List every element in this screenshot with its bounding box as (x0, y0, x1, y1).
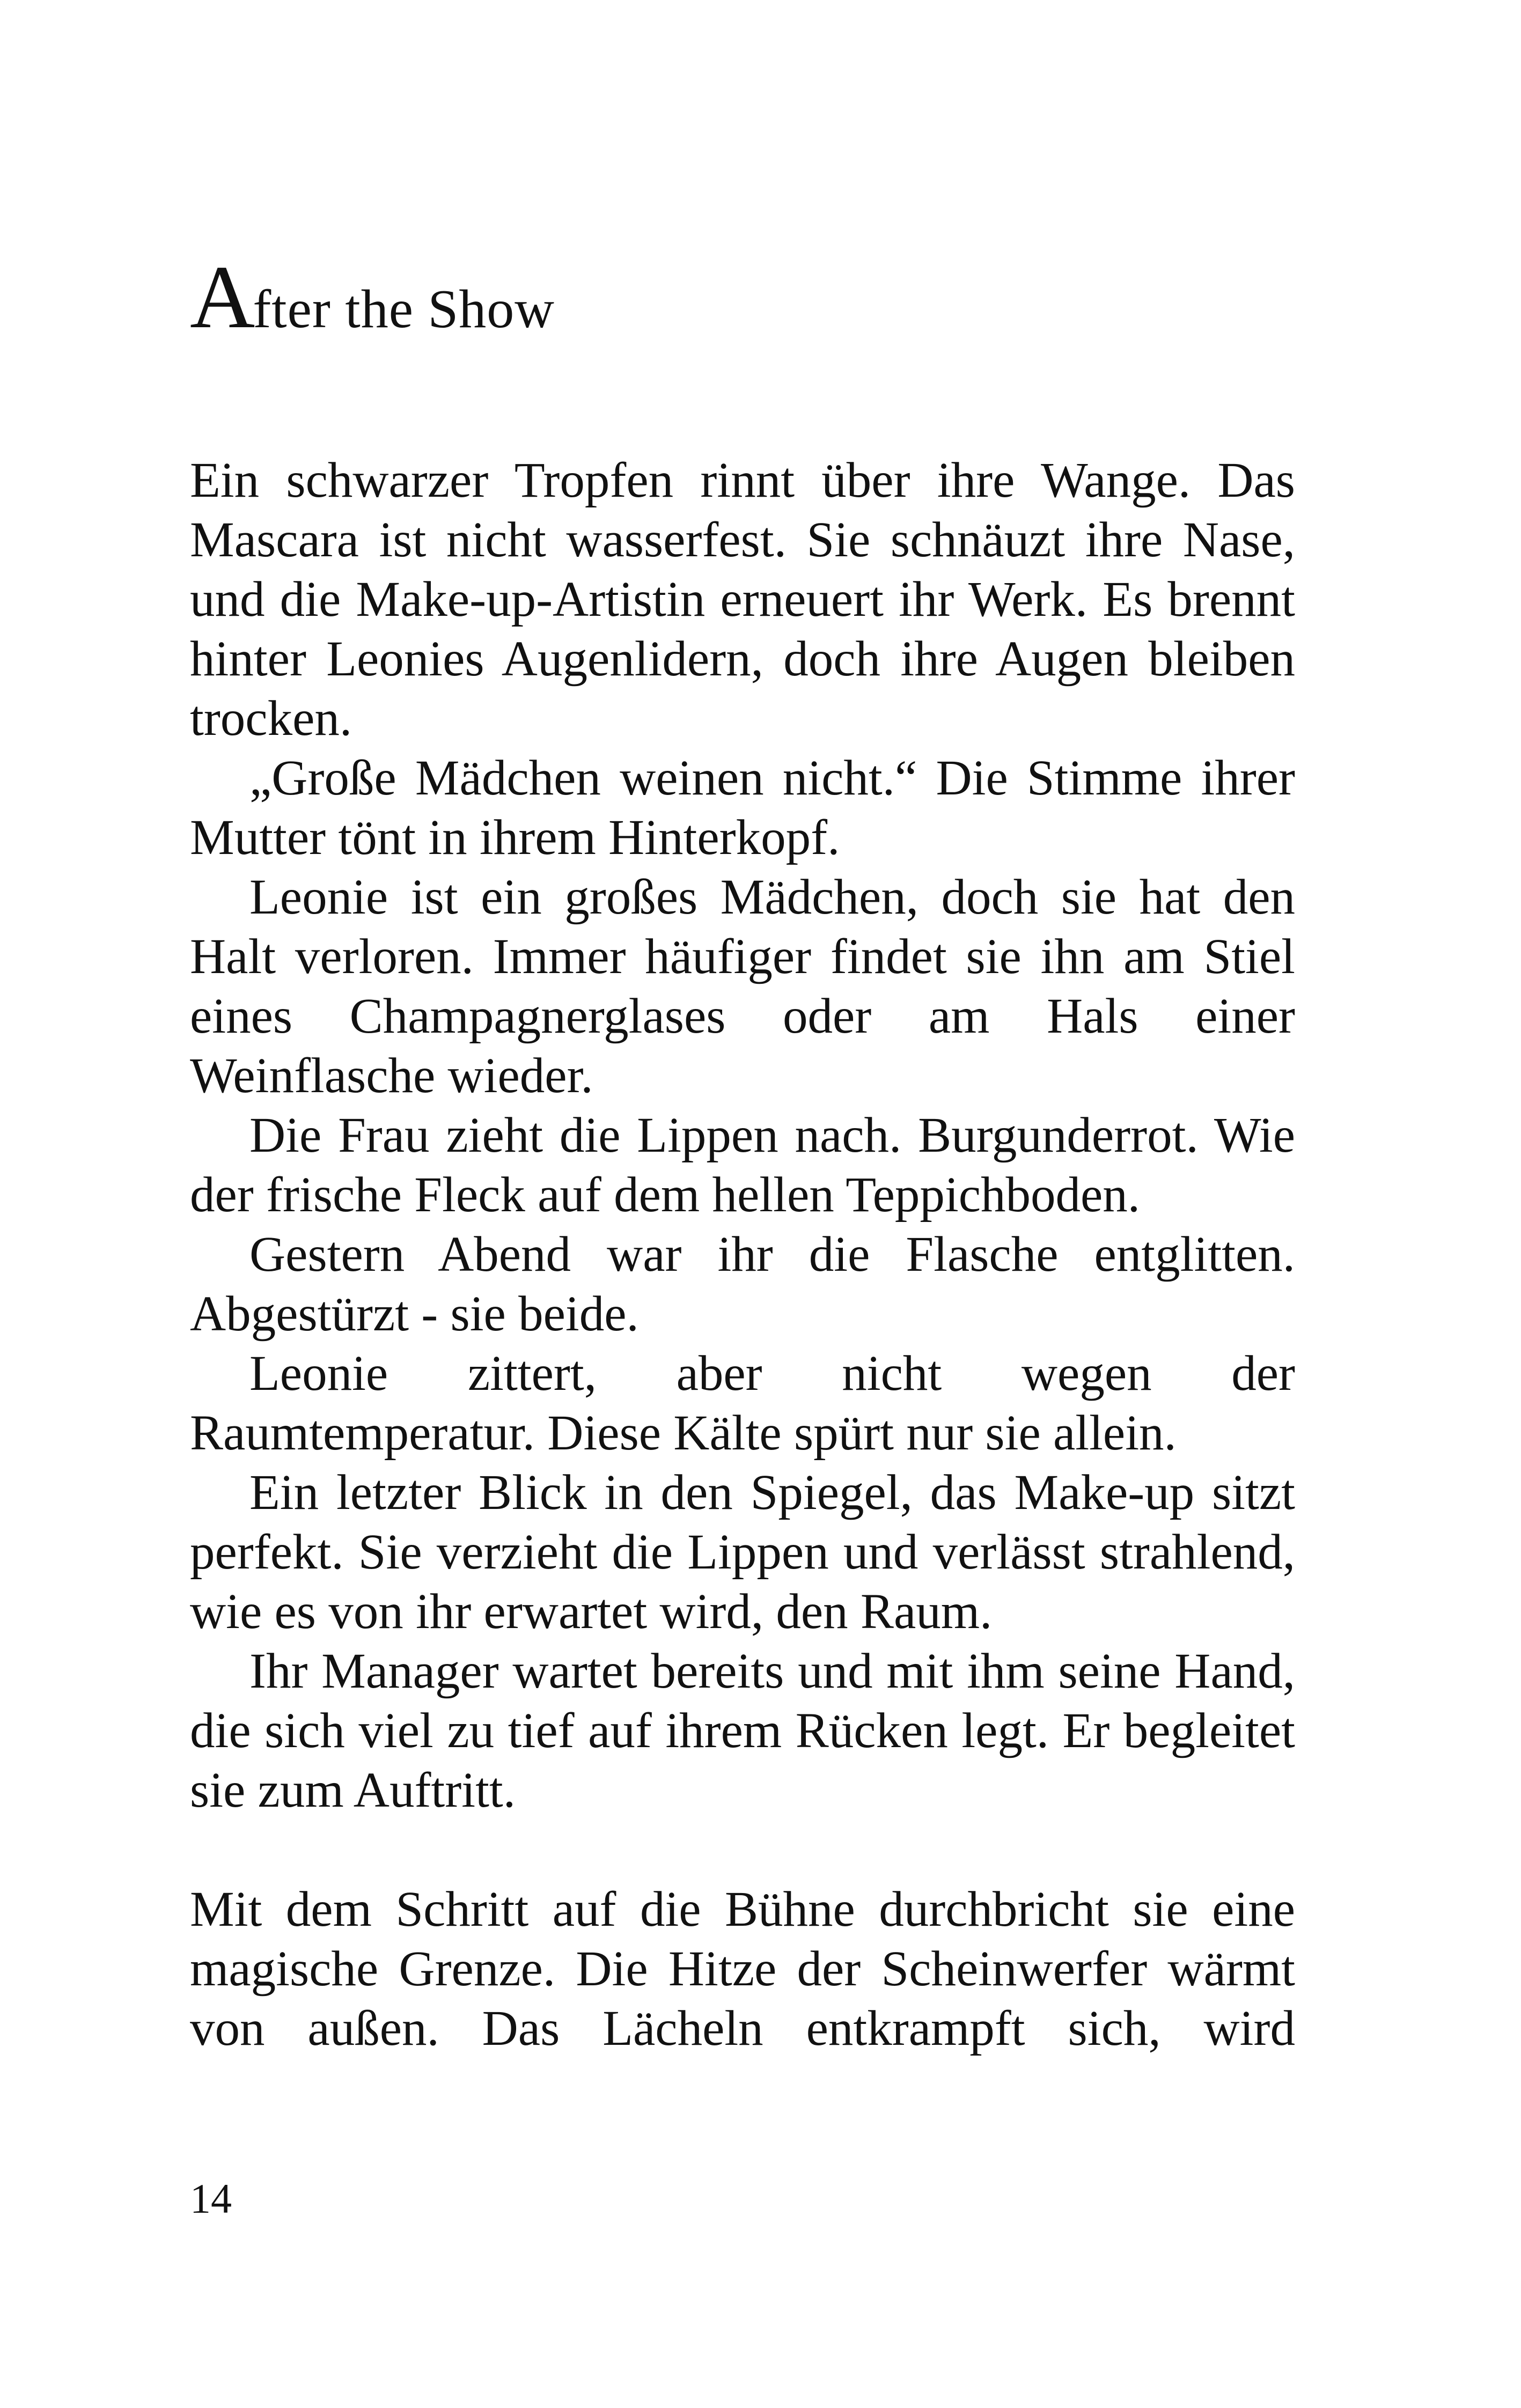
paragraph: Gestern Abend war ihr die Flasche entglitten. Abgestürzt - sie beide. (190, 1227, 1295, 1342)
paragraph: Die Frau zieht die Lippen nach. Burgunderrot. Wie der frische Fleck auf dem hellen Teppichboden. (190, 1108, 1295, 1223)
paragraph: Ein schwarzer Tropfen rinnt über ihre Wange. Das Mascara ist nicht wasserfest. Sie schnäuzt ihre Nase, und die Make-up-Artistin erneuert ihr Werk. Es brennt hinter Leonies Augenlidern, doch ihre Augen bleiben trocken. (190, 453, 1295, 746)
body-text (190, 451, 1295, 2058)
paragraph: Mit dem Schritt auf die Bühne durchbricht sie eine magische Grenze. Die Hitze der Scheinwerfer wärmt von außen. Das Lächeln entkrampft sich, wird (190, 1882, 1295, 2056)
paragraph: „Große Mädchen weinen nicht.“ Die Stimme ihrer Mutter tönt in ihrem Hinterkopf. (190, 750, 1295, 865)
page-number: 14 (190, 2175, 232, 2222)
paragraph: Ihr Manager wartet bereits und mit ihm seine Hand, die sich viel zu tief auf ihrem Rücken legt. Er begleitet sie zum Auftritt. (190, 1644, 1295, 1818)
text-section-1 (190, 451, 1295, 1820)
text-section-2 (190, 1880, 1295, 2058)
chapter-title-initial: A (190, 247, 255, 347)
paragraph: Ein letzter Blick in den Spiegel, das Make-up sitzt perfekt. Sie verzieht die Lippen und verlässt strahlend, wie es von ihr erwartet wird, den Raum. (190, 1465, 1295, 1639)
chapter-title (190, 247, 555, 347)
paragraph: Leonie zittert, aber nicht wegen der Raumtemperatur. Diese Kälte spürt nur sie allein. (190, 1346, 1295, 1461)
chapter-title-rest: fter the Show (253, 279, 555, 340)
paragraph: Leonie ist ein großes Mädchen, doch sie hat den Halt verloren. Immer häufiger findet sie ihn am Stiel eines Champagnerglases oder am Hals einer Weinflasche wieder. (190, 870, 1295, 1103)
